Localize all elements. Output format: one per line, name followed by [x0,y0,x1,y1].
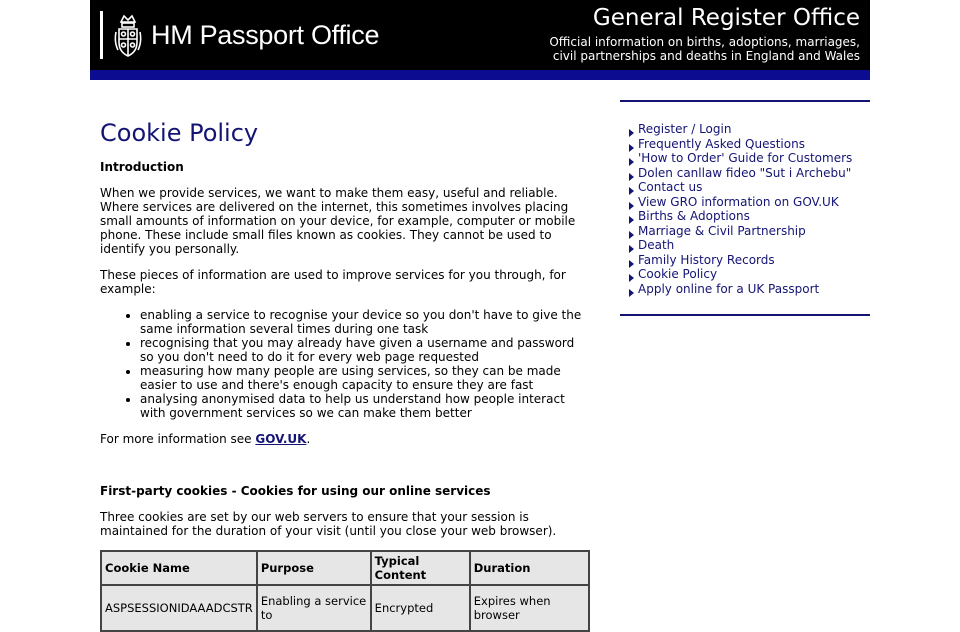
sidebar-item-faq[interactable] [620,137,870,152]
sidebar-item-how-to-order[interactable] [620,151,870,166]
sidebar-item-births[interactable] [620,209,870,224]
logo-divider [100,11,103,59]
first-party-heading: First-party cookies - Cookies for using our online services [100,484,491,498]
table-header-row [101,551,589,585]
sidebar-nav [620,100,870,316]
sidebar-link[interactable]: Contact us [638,180,703,194]
sidebar-item-family-history[interactable] [620,253,870,268]
header-accent-bar [90,70,870,80]
site-subtitle [549,35,860,63]
table-cell: Encrypted [371,585,470,631]
sidebar-link[interactable]: Dolen canllaw fideo "Sut i Archebu" [638,165,852,180]
sidebar-item-gov-uk[interactable] [620,195,870,210]
subtitle-line-2: civil partnerships and deaths in England and Wales [552,49,860,63]
sidebar-link[interactable]: Cookie Policy [638,267,718,281]
sidebar-item-register-login[interactable] [620,122,870,137]
sidebar-link[interactable]: Register / Login [638,122,732,136]
sidebar-link[interactable]: Death [638,238,675,252]
sidebar-item-death[interactable] [620,238,870,253]
sidebar-item-contact[interactable] [620,180,870,195]
more-info-paragraph [100,432,590,446]
cookie-table [100,550,590,632]
col-typical-content: Typical Content [371,551,470,585]
arrow-right-icon [629,289,634,297]
sidebar-link[interactable]: Family History Records [638,252,775,267]
table-row [101,585,589,631]
usage-paragraph: These pieces of information are used to improve services for you through, for example: [100,268,566,296]
main-content [100,118,590,632]
sidebar-link[interactable]: View GRO information on GOV.UK [638,194,839,209]
table-cell: ASPSESSIONIDAAADCSTR [101,585,257,631]
hmpo-logo[interactable] [100,10,379,60]
arrow-right-icon [629,173,634,181]
col-duration: Duration [470,551,589,585]
arrow-right-icon [629,144,634,152]
arrow-right-icon [629,187,634,195]
sidebar-item-welsh-video[interactable] [620,166,870,181]
sidebar-link[interactable]: Frequently Asked Questions [638,136,805,151]
col-purpose: Purpose [257,551,371,585]
arrow-right-icon [629,129,634,137]
arrow-right-icon [629,274,634,282]
list-item: • enabling a service to recognise your device so you don't have to give the same information several times during one task [140,308,590,336]
sidebar-item-marriage[interactable] [620,224,870,239]
sidebar-link[interactable]: Marriage & Civil Partnership [638,223,806,238]
sidebar-link[interactable]: Apply online for a UK Passport [638,281,820,296]
first-party-paragraph: Three cookies are set by our web servers to ensure that your session is maintained for the duration of your visit (until you close your web browser). [100,510,557,538]
subtitle-line-1: Official information on births, adoptions, marriages, [549,35,860,49]
sidebar-link[interactable]: Births & Adoptions [638,209,750,223]
arrow-right-icon [629,245,634,253]
royal-crest-icon [113,12,143,58]
list-item: • measuring how many people are using services, so they can be made easier to use and there's enough capacity to ensure they are fast [140,364,590,392]
sidebar-item-passport[interactable] [620,282,870,297]
logo-text: HM Passport Office [151,19,380,50]
intro-heading: Introduction [100,160,184,174]
site-header [90,0,870,70]
arrow-right-icon [629,260,634,268]
intro-paragraph: When we provide services, we want to make them easy, useful and reliable. Where services are delivered on the internet, this sometimes involves placing small amounts of information on your device, for example, computer or mobile phone. These include small files known as cookies. They cannot be used to identify you personally. [100,186,576,256]
list-item: • analysing anonymised data to help us understand how people interact with government services so we can make them better [140,392,590,420]
arrow-right-icon [629,158,634,166]
sidebar-item-cookie-policy[interactable] [620,267,870,282]
list-item: • recognising that you may already have given a username and password so you don't need to do it for every web page requested [140,336,590,364]
table-cell: Enabling a service to [257,585,371,631]
usage-list [100,308,590,420]
site-title: General Register Office [592,5,860,31]
more-info-prefix: For more information see [100,432,256,446]
gov-uk-link[interactable]: GOV.UK [255,432,307,446]
sidebar-link[interactable]: 'How to Order' Guide for Customers [638,151,853,165]
col-cookie-name: Cookie Name [101,551,257,585]
page-title: Cookie Policy [100,119,259,147]
arrow-right-icon [629,202,634,210]
more-info-suffix: . [306,432,311,446]
arrow-right-icon [629,216,634,224]
table-cell: Expires when browser [470,585,589,631]
arrow-right-icon [629,231,634,239]
